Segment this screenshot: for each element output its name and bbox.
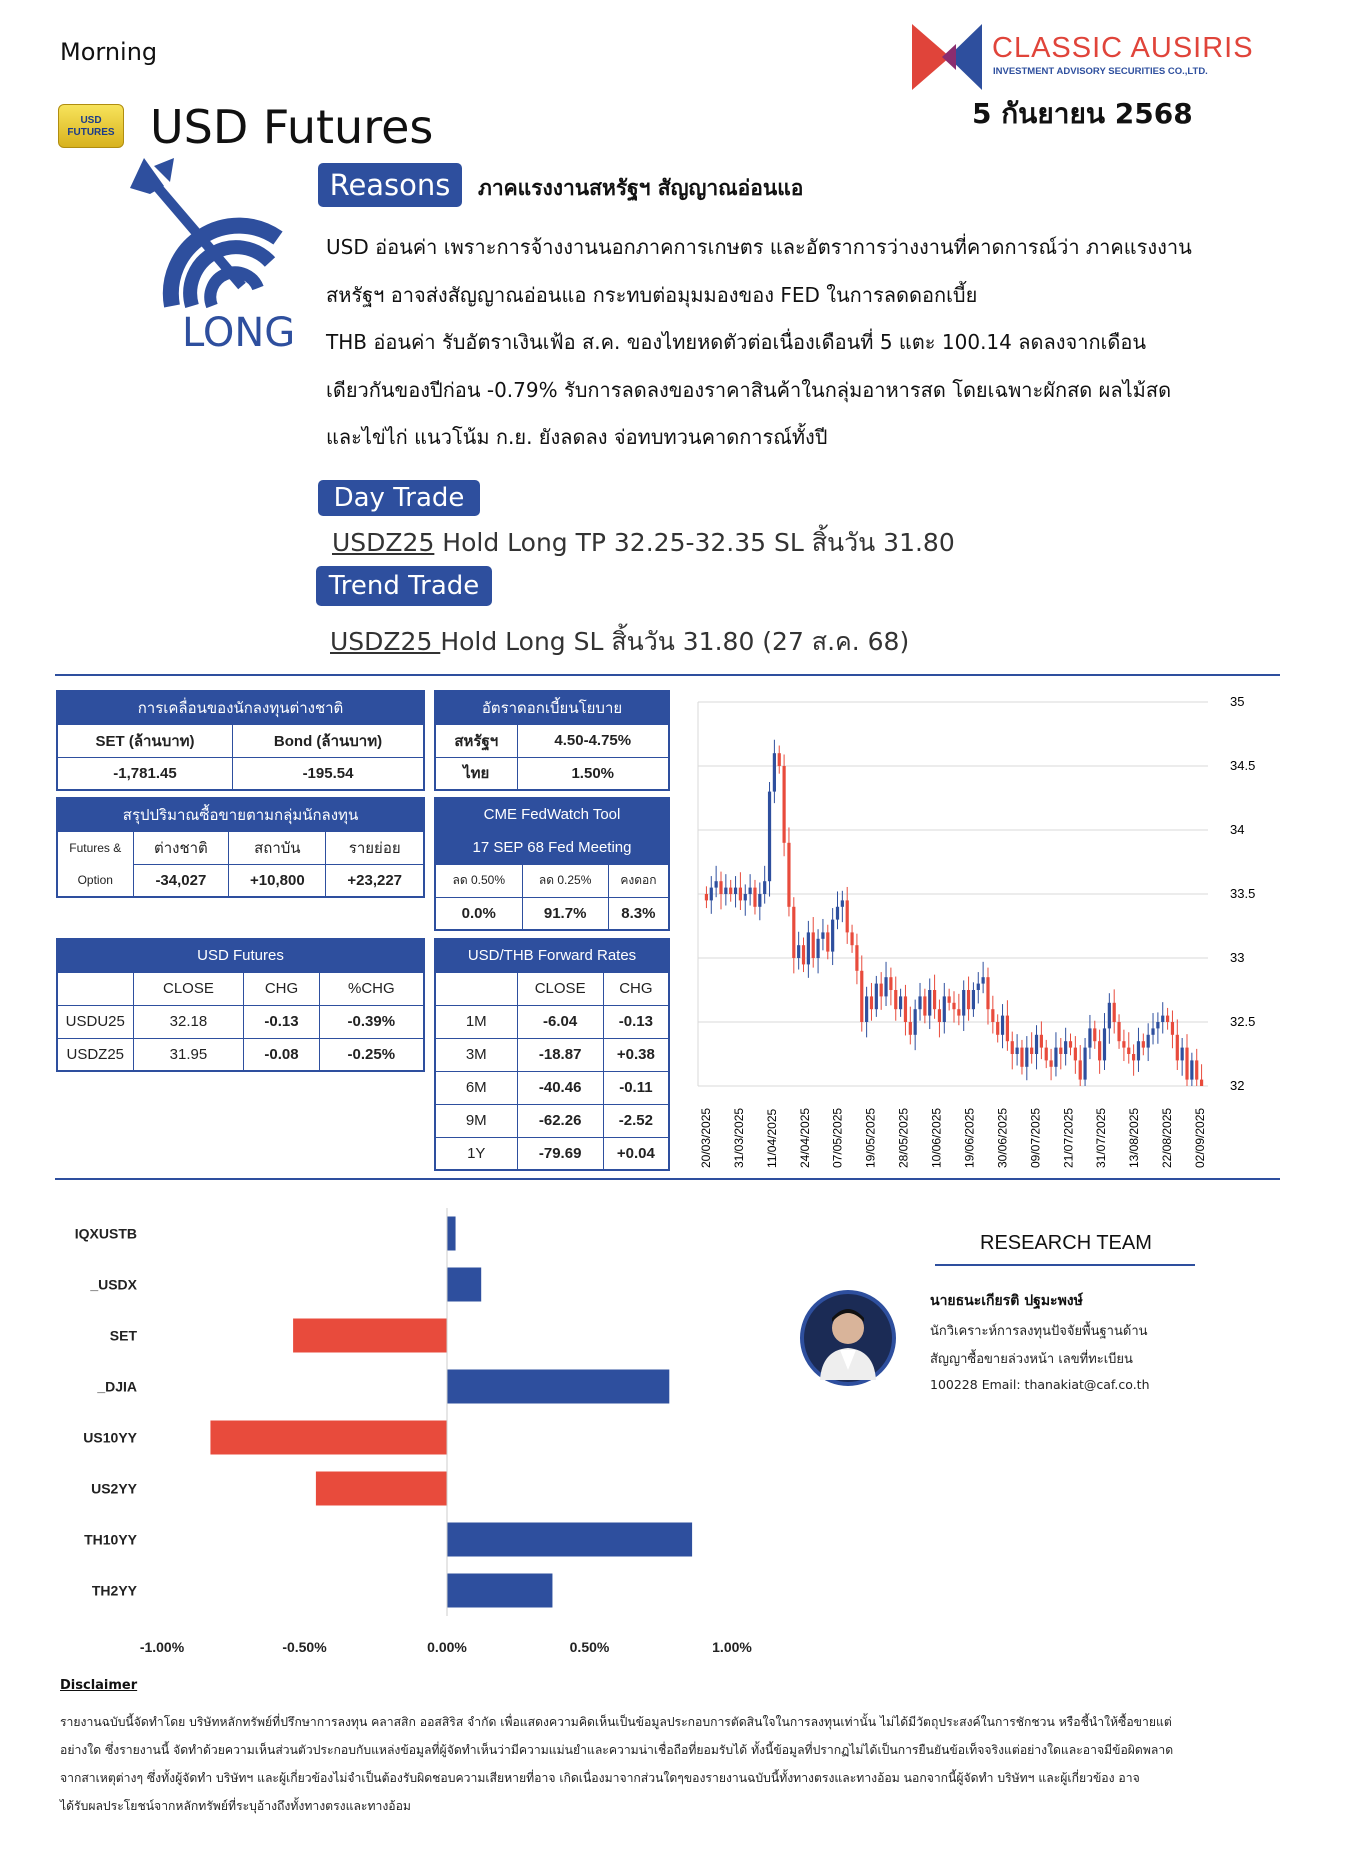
market-change-bar-chart <box>55 1196 775 1656</box>
category-label: US2YY <box>91 1480 137 1497</box>
analyst-avatar <box>800 1290 896 1386</box>
research-team-title: RESEARCH TEAM <box>980 1232 1152 1254</box>
candle-body <box>734 888 737 894</box>
x-tick-label: 20/03/2025 <box>699 1107 713 1168</box>
category-label: US10YY <box>83 1429 137 1446</box>
close: -79.69 <box>517 1137 603 1170</box>
candle-body <box>1064 1041 1067 1054</box>
candle-body <box>986 977 989 1009</box>
candle-body <box>1151 1028 1154 1034</box>
disclaimer-line: จากสาเหตุต่างๆ ซึ่งทั้งผู้จัดทำ บริษัทฯ และผู้เกี่ยวข้องไม่จำเป็นต้องรับผิดชอบความเสียหายที่อาจ เกิดเนื่องมาจากส่วนใดๆของรายงานฉบับนี้ทั้งทางตรงและทางอ้อม นอกจากนี้ผู้จัดทำ บริษัทฯ และผู้เกี่ยวข้อง อาจ <box>60 1771 1140 1785</box>
analyst-role: นักวิเคราะห์การลงทุนปัจจัยพื้นฐานด้าน <box>930 1324 1148 1339</box>
candle-body <box>1011 1041 1014 1054</box>
candle-body <box>957 1009 960 1015</box>
candle-body <box>797 945 800 958</box>
candle-body <box>1176 1035 1179 1061</box>
candle-body <box>826 932 829 951</box>
x-tick-label: 10/06/2025 <box>929 1107 944 1168</box>
target-arrow-icon <box>130 158 310 318</box>
x-tick-label: 30/06/2025 <box>995 1107 1010 1168</box>
disclaimer-line: รายงานฉบับนี้จัดทำโดย บริษัทหลักทรัพย์ที่ปรึกษาการลงทุน คลาสสิก ออสสิริส จำกัด เพื่อแสดงความคิดเห็นเป็นข้อมูลประกอบการตัดสินใจในการลงทุนเท่านั้น ไม่ได้มีวัตถุประสงค์ในการชักชวน หรือชี้นำให้ซื้อขายแต่ <box>60 1715 1172 1729</box>
brand-subtitle: INVESTMENT ADVISORY SECURITIES CO.,LTD. <box>993 66 1208 77</box>
y-tick-label: 32.5 <box>1230 1014 1256 1029</box>
chg: +0.38 <box>603 1038 669 1071</box>
page-title: USD Futures <box>150 100 434 154</box>
candle-body <box>1185 1048 1188 1080</box>
bar-iqxustb <box>447 1217 456 1251</box>
day-trade-symbol: USDZ25 <box>332 528 435 557</box>
candle-body <box>1137 1041 1140 1060</box>
candle-body <box>1108 1003 1111 1029</box>
pct-chg: -0.39% <box>319 1005 424 1038</box>
candle-body <box>1117 1022 1120 1041</box>
candle-body <box>1069 1041 1072 1047</box>
fedwatch-table <box>434 797 670 931</box>
col-header: CLOSE <box>133 972 244 1005</box>
table-row <box>435 1137 669 1170</box>
logo-icon-text: USD FUTURES <box>67 115 115 138</box>
x-tick-label: 28/05/2025 <box>896 1107 911 1168</box>
bar-us10yy <box>210 1421 447 1455</box>
close: -18.87 <box>517 1038 603 1071</box>
chg: -0.11 <box>603 1071 669 1104</box>
analyst-name: นายธนะเกียรติ ปฐมะพงษ์ <box>930 1293 1083 1309</box>
row-label: Option <box>57 864 133 897</box>
candle-body <box>792 907 795 958</box>
candle-body <box>918 996 921 1009</box>
col-header: ลด 0.50% <box>435 864 522 897</box>
candle-body <box>967 990 970 1009</box>
disclaimer-line: ได้รับผลประโยชน์จากหลักทรัพย์ที่ระบุอ้างถึงทั้งทางตรงและทางอ้อม <box>60 1799 411 1813</box>
candle-body <box>1040 1035 1043 1048</box>
candle-body <box>1195 1060 1198 1079</box>
candle-body <box>1088 1028 1091 1047</box>
candle-body <box>1001 1016 1004 1035</box>
candle-body <box>1127 1048 1130 1054</box>
divider-top <box>55 674 1280 676</box>
analyst-license: สัญญาซื้อขายล่วงหน้า เลขที่ทะเบียน <box>930 1352 1133 1367</box>
x-tick-label: 07/05/2025 <box>830 1107 845 1168</box>
candle-body <box>1142 1041 1145 1047</box>
candle-body <box>807 932 810 964</box>
candle-body <box>1035 1035 1038 1054</box>
x-tick-label: 11/04/2025 <box>764 1108 779 1168</box>
usd-futures-table <box>56 938 425 1072</box>
reasons-tag: Reasons <box>318 163 462 207</box>
x-tick-label: 0.00% <box>427 1639 467 1655</box>
candle-body <box>1025 1048 1028 1067</box>
candle-body <box>831 920 834 952</box>
category-label: _DJIA <box>97 1378 137 1395</box>
candle-body <box>1122 1041 1125 1047</box>
col-header: SET (ล้านบาท) <box>57 724 233 757</box>
chg: -0.13 <box>603 1005 669 1038</box>
candle-body <box>729 888 732 894</box>
candle-body <box>865 996 868 1022</box>
rate-us: 4.50-4.75% <box>517 724 669 757</box>
candle-body <box>1059 1048 1062 1054</box>
col-header: CHG <box>244 972 319 1005</box>
reasons-line: และไข่ไก่ แนวโน้ม ก.ย. ยังลดลง จ่อทบทวนคาดการณ์ทั้งปี <box>326 425 828 449</box>
candle-body <box>802 945 805 964</box>
bar-th2yy <box>447 1574 552 1608</box>
candle-body <box>884 977 887 996</box>
tenor: 9M <box>435 1104 517 1137</box>
y-tick-label: 34 <box>1230 822 1245 837</box>
col-header: คงดอก <box>608 864 669 897</box>
y-tick-label: 34.5 <box>1230 758 1256 773</box>
candle-body <box>1171 1022 1174 1035</box>
contract-name: USDU25 <box>57 1005 133 1038</box>
candle-body <box>846 900 849 932</box>
table-row <box>57 1005 424 1038</box>
close: -40.46 <box>517 1071 603 1104</box>
candle-body <box>977 984 980 990</box>
prob-cut-50: 0.0% <box>435 897 522 930</box>
disclaimer-body <box>60 1708 1173 1820</box>
day-trade-text: Hold Long TP 32.25-32.35 SL สิ้นวัน 31.80 <box>434 528 955 557</box>
y-tick-label: 33.5 <box>1230 886 1256 901</box>
table-row <box>435 1005 669 1038</box>
candle-body <box>1181 1048 1184 1061</box>
fedwatch-title: CME FedWatch Tool <box>435 798 669 831</box>
candle-body <box>860 971 863 1022</box>
report-date: 5 กันยายน 2568 <box>972 97 1193 130</box>
bar-djia <box>447 1370 669 1404</box>
category-label: TH2YY <box>91 1582 137 1599</box>
x-tick-label: 1.00% <box>712 1639 752 1655</box>
candle-body <box>948 996 951 1002</box>
candle-body <box>952 1003 955 1009</box>
policy-rate-table <box>434 690 670 791</box>
policy-rate-title: อัตราดอกเบี้ยนโยบาย <box>435 691 669 724</box>
x-tick-label: 31/03/2025 <box>731 1107 746 1168</box>
candle-body <box>972 990 975 1009</box>
edition-label: Morning <box>60 38 158 66</box>
forward-rates-title: USD/THB Forward Rates <box>435 939 669 972</box>
chg: +0.04 <box>603 1137 669 1170</box>
candle-body <box>855 945 858 971</box>
prob-cut-25: 91.7% <box>522 897 608 930</box>
candle-body <box>938 1009 941 1022</box>
investor-summary-title: สรุปปริมาณซื้อขายตามกลุ่มนักลงทุน <box>57 798 424 831</box>
candle-body <box>1132 1054 1135 1060</box>
candle-body <box>778 753 781 766</box>
category-label: SET <box>109 1327 137 1344</box>
divider-mid <box>55 1178 1280 1180</box>
close: 31.95 <box>133 1038 244 1071</box>
col-header: รายย่อย <box>326 831 424 864</box>
candle-body <box>763 881 766 894</box>
signal-label: LONG <box>182 310 296 356</box>
usd-thb-candlestick-chart <box>688 686 1280 1172</box>
candle-body <box>739 888 742 901</box>
x-tick-label: 19/06/2025 <box>962 1107 977 1168</box>
foreign-volume: -34,027 <box>133 864 229 897</box>
analyst-contact: 100228 Email: thanakiat@caf.co.th <box>930 1377 1150 1392</box>
trend-trade-tag: Trend Trade <box>316 566 492 606</box>
col-header: Bond (ล้านบาท) <box>233 724 425 757</box>
x-tick-label: 13/08/2025 <box>1127 1107 1142 1168</box>
candle-body <box>870 996 873 1009</box>
candle-body <box>1161 1016 1164 1022</box>
bar-set <box>293 1319 447 1353</box>
close: 32.18 <box>133 1005 244 1038</box>
fedwatch-subtitle: 17 SEP 68 Fed Meeting <box>435 831 669 864</box>
forward-rates-table <box>434 938 670 1171</box>
candle-body <box>982 977 985 983</box>
candle-body <box>753 888 756 907</box>
reasons-line: เดียวกันของปีก่อน -0.79% รับการลดลงของราคาสินค้าในกลุ่มอาหารสด โดยเฉพาะผักสด ผลไม้สด <box>326 377 1172 402</box>
col-header: %CHG <box>319 972 424 1005</box>
candle-body <box>996 1022 999 1035</box>
trend-trade-line <box>330 622 909 662</box>
reasons-line: THB อ่อนค่า รับอัตราเงินเฟ้อ ส.ค. ของไทยหดตัวต่อเนื่องเดือนที่ 5 แตะ 100.14 ลดลงจากเดือน <box>326 330 1147 354</box>
col-header: ต่างชาติ <box>133 831 229 864</box>
candle-body <box>904 996 907 1022</box>
bar-usdx <box>447 1268 481 1302</box>
disclaimer-line: อย่างใด ซึ่งรายงานนี้ จัดทำด้วยความเห็นส่วนตัวประกอบกับแหล่งข้อมูลที่ผู้จัดทำเห็นว่ามีความแม่นยำและความน่าเชื่อถือที่ยอมรับได้ ทั้งนี้ข้อมูลที่ปรากฏไม่ได้เป็นการยืนยันข้อเท็จจริงแต่อย่างใดและอาจมีข้อผิดพลาด <box>60 1743 1174 1757</box>
category-label: TH10YY <box>84 1531 137 1548</box>
investor-summary-table <box>56 797 425 898</box>
trend-trade-symbol: USDZ25 <box>330 627 441 656</box>
day-trade-line <box>332 523 955 563</box>
institution-volume: +10,800 <box>229 864 326 897</box>
candle-body <box>705 894 708 900</box>
candle-body <box>899 996 902 1009</box>
classic-ausiris-logo-icon <box>912 20 982 92</box>
candle-body <box>1113 1003 1116 1022</box>
usd-futures-logo-icon <box>58 104 124 148</box>
candle-body <box>943 996 946 1022</box>
bar-th10yy <box>447 1523 692 1557</box>
pct-chg: -0.25% <box>319 1038 424 1071</box>
x-tick-label: -0.50% <box>282 1639 327 1655</box>
table-row <box>435 1038 669 1071</box>
candle-body <box>816 939 819 958</box>
candle-body <box>715 881 718 887</box>
research-team-underline <box>935 1264 1195 1266</box>
usd-futures-title: USD Futures <box>57 939 424 972</box>
candle-body <box>1016 1048 1019 1054</box>
reasons-line: USD อ่อนค่า เพราะการจ้างงานนอกภาคการเกษตร และอัตราการว่างงานที่คาดการณ์ว่า ภาคแรงงาน <box>326 235 1192 259</box>
candle-body <box>1190 1060 1193 1079</box>
x-tick-label: 21/07/2025 <box>1061 1107 1076 1168</box>
reasons-body <box>326 224 1192 462</box>
chg: -0.13 <box>244 1005 319 1038</box>
x-tick-label: 19/05/2025 <box>863 1107 878 1168</box>
tenor: 3M <box>435 1038 517 1071</box>
candle-body <box>782 766 785 843</box>
col-header: CLOSE <box>517 972 603 1005</box>
candle-body <box>909 1022 912 1035</box>
candle-body <box>875 984 878 1010</box>
candle-body <box>1147 1035 1150 1048</box>
candle-body <box>894 990 897 1009</box>
candle-body <box>821 932 824 938</box>
y-tick-label: 35 <box>1230 694 1245 709</box>
candle-body <box>812 932 815 958</box>
candle-body <box>962 990 965 1016</box>
candle-body <box>749 888 752 894</box>
reasons-line: สหรัฐฯ อาจส่งสัญญาณอ่อนแอ กระทบต่อมุมมองของ FED ในการลดดอกเบี้ย <box>326 282 978 307</box>
tenor: 1M <box>435 1005 517 1038</box>
row-label: Futures & <box>57 831 133 864</box>
rate-th: 1.50% <box>517 757 669 790</box>
trend-trade-text: Hold Long SL สิ้นวัน 31.80 (27 ส.ค. 68) <box>440 627 910 656</box>
candle-body <box>1103 1028 1106 1060</box>
foreign-flow-table <box>56 690 425 791</box>
candle-body <box>1079 1060 1082 1079</box>
candle-body <box>1074 1048 1077 1061</box>
foreign-bond-value: -195.54 <box>233 757 425 790</box>
category-label: _USDX <box>90 1276 137 1293</box>
bar-us2yy <box>316 1472 447 1506</box>
candle-body <box>836 907 839 920</box>
table-row <box>435 1104 669 1137</box>
tenor: 1Y <box>435 1137 517 1170</box>
x-tick-label: 0.50% <box>569 1639 610 1655</box>
y-tick-label: 33 <box>1230 950 1245 965</box>
candle-body <box>991 1009 994 1022</box>
candle-body <box>914 1009 917 1035</box>
candle-body <box>744 894 747 900</box>
candle-body <box>773 753 776 791</box>
contract-name: USDZ25 <box>57 1038 133 1071</box>
candle-body <box>1200 1080 1203 1086</box>
candle-body <box>850 932 853 945</box>
disclaimer-title: Disclaimer <box>60 1678 138 1693</box>
candle-body <box>1166 1016 1169 1022</box>
brand-name: CLASSIC AUSIRIS <box>992 32 1254 64</box>
x-tick-label: 02/09/2025 <box>1193 1107 1207 1168</box>
candle-body <box>1006 1016 1009 1042</box>
candle-body <box>889 977 892 990</box>
candle-body <box>933 990 936 1009</box>
candle-body <box>880 984 883 997</box>
x-tick-label: 22/08/2025 <box>1160 1107 1175 1168</box>
retail-volume: +23,227 <box>326 864 424 897</box>
candle-body <box>787 843 790 907</box>
candle-body <box>928 990 931 1016</box>
candle-body <box>1030 1048 1033 1054</box>
category-label: IQXUSTB <box>74 1225 137 1242</box>
close: -62.26 <box>517 1104 603 1137</box>
candle-body <box>758 894 761 907</box>
x-tick-label: 24/04/2025 <box>797 1107 812 1168</box>
candle-body <box>710 888 713 901</box>
country-th: ไทย <box>435 757 517 790</box>
x-tick-label: 31/07/2025 <box>1094 1107 1109 1168</box>
candle-body <box>1156 1022 1159 1028</box>
col-header: สถาบัน <box>229 831 326 864</box>
x-tick-label: 09/07/2025 <box>1028 1107 1043 1168</box>
candle-body <box>724 888 727 894</box>
candle-body <box>719 881 722 894</box>
candle-body <box>1098 1041 1101 1060</box>
candle-body <box>841 900 844 906</box>
country-us: สหรัฐฯ <box>435 724 517 757</box>
candle-body <box>1083 1048 1086 1080</box>
foreign-flow-title: การเคลื่อนของนักลงทุนต่างชาติ <box>57 691 424 724</box>
candle-body <box>1049 1060 1052 1066</box>
close: -6.04 <box>517 1005 603 1038</box>
y-tick-label: 32 <box>1230 1078 1245 1093</box>
candle-body <box>1054 1048 1057 1067</box>
tenor: 6M <box>435 1071 517 1104</box>
chg: -0.08 <box>244 1038 319 1071</box>
foreign-set-value: -1,781.45 <box>57 757 233 790</box>
day-trade-tag: Day Trade <box>318 480 480 516</box>
table-row <box>57 1038 424 1071</box>
candle-body <box>923 996 926 1015</box>
table-row <box>435 1071 669 1104</box>
candle-body <box>768 792 771 882</box>
reasons-headline: ภาคแรงงานสหรัฐฯ สัญญาณอ่อนแอ <box>478 176 804 200</box>
candle-body <box>1020 1048 1023 1067</box>
candle-body <box>1045 1048 1048 1061</box>
prob-hold: 8.3% <box>608 897 669 930</box>
col-header: ลด 0.25% <box>522 864 608 897</box>
x-tick-label: -1.00% <box>139 1639 185 1655</box>
candle-body <box>1093 1028 1096 1041</box>
chg: -2.52 <box>603 1104 669 1137</box>
col-header: CHG <box>603 972 669 1005</box>
